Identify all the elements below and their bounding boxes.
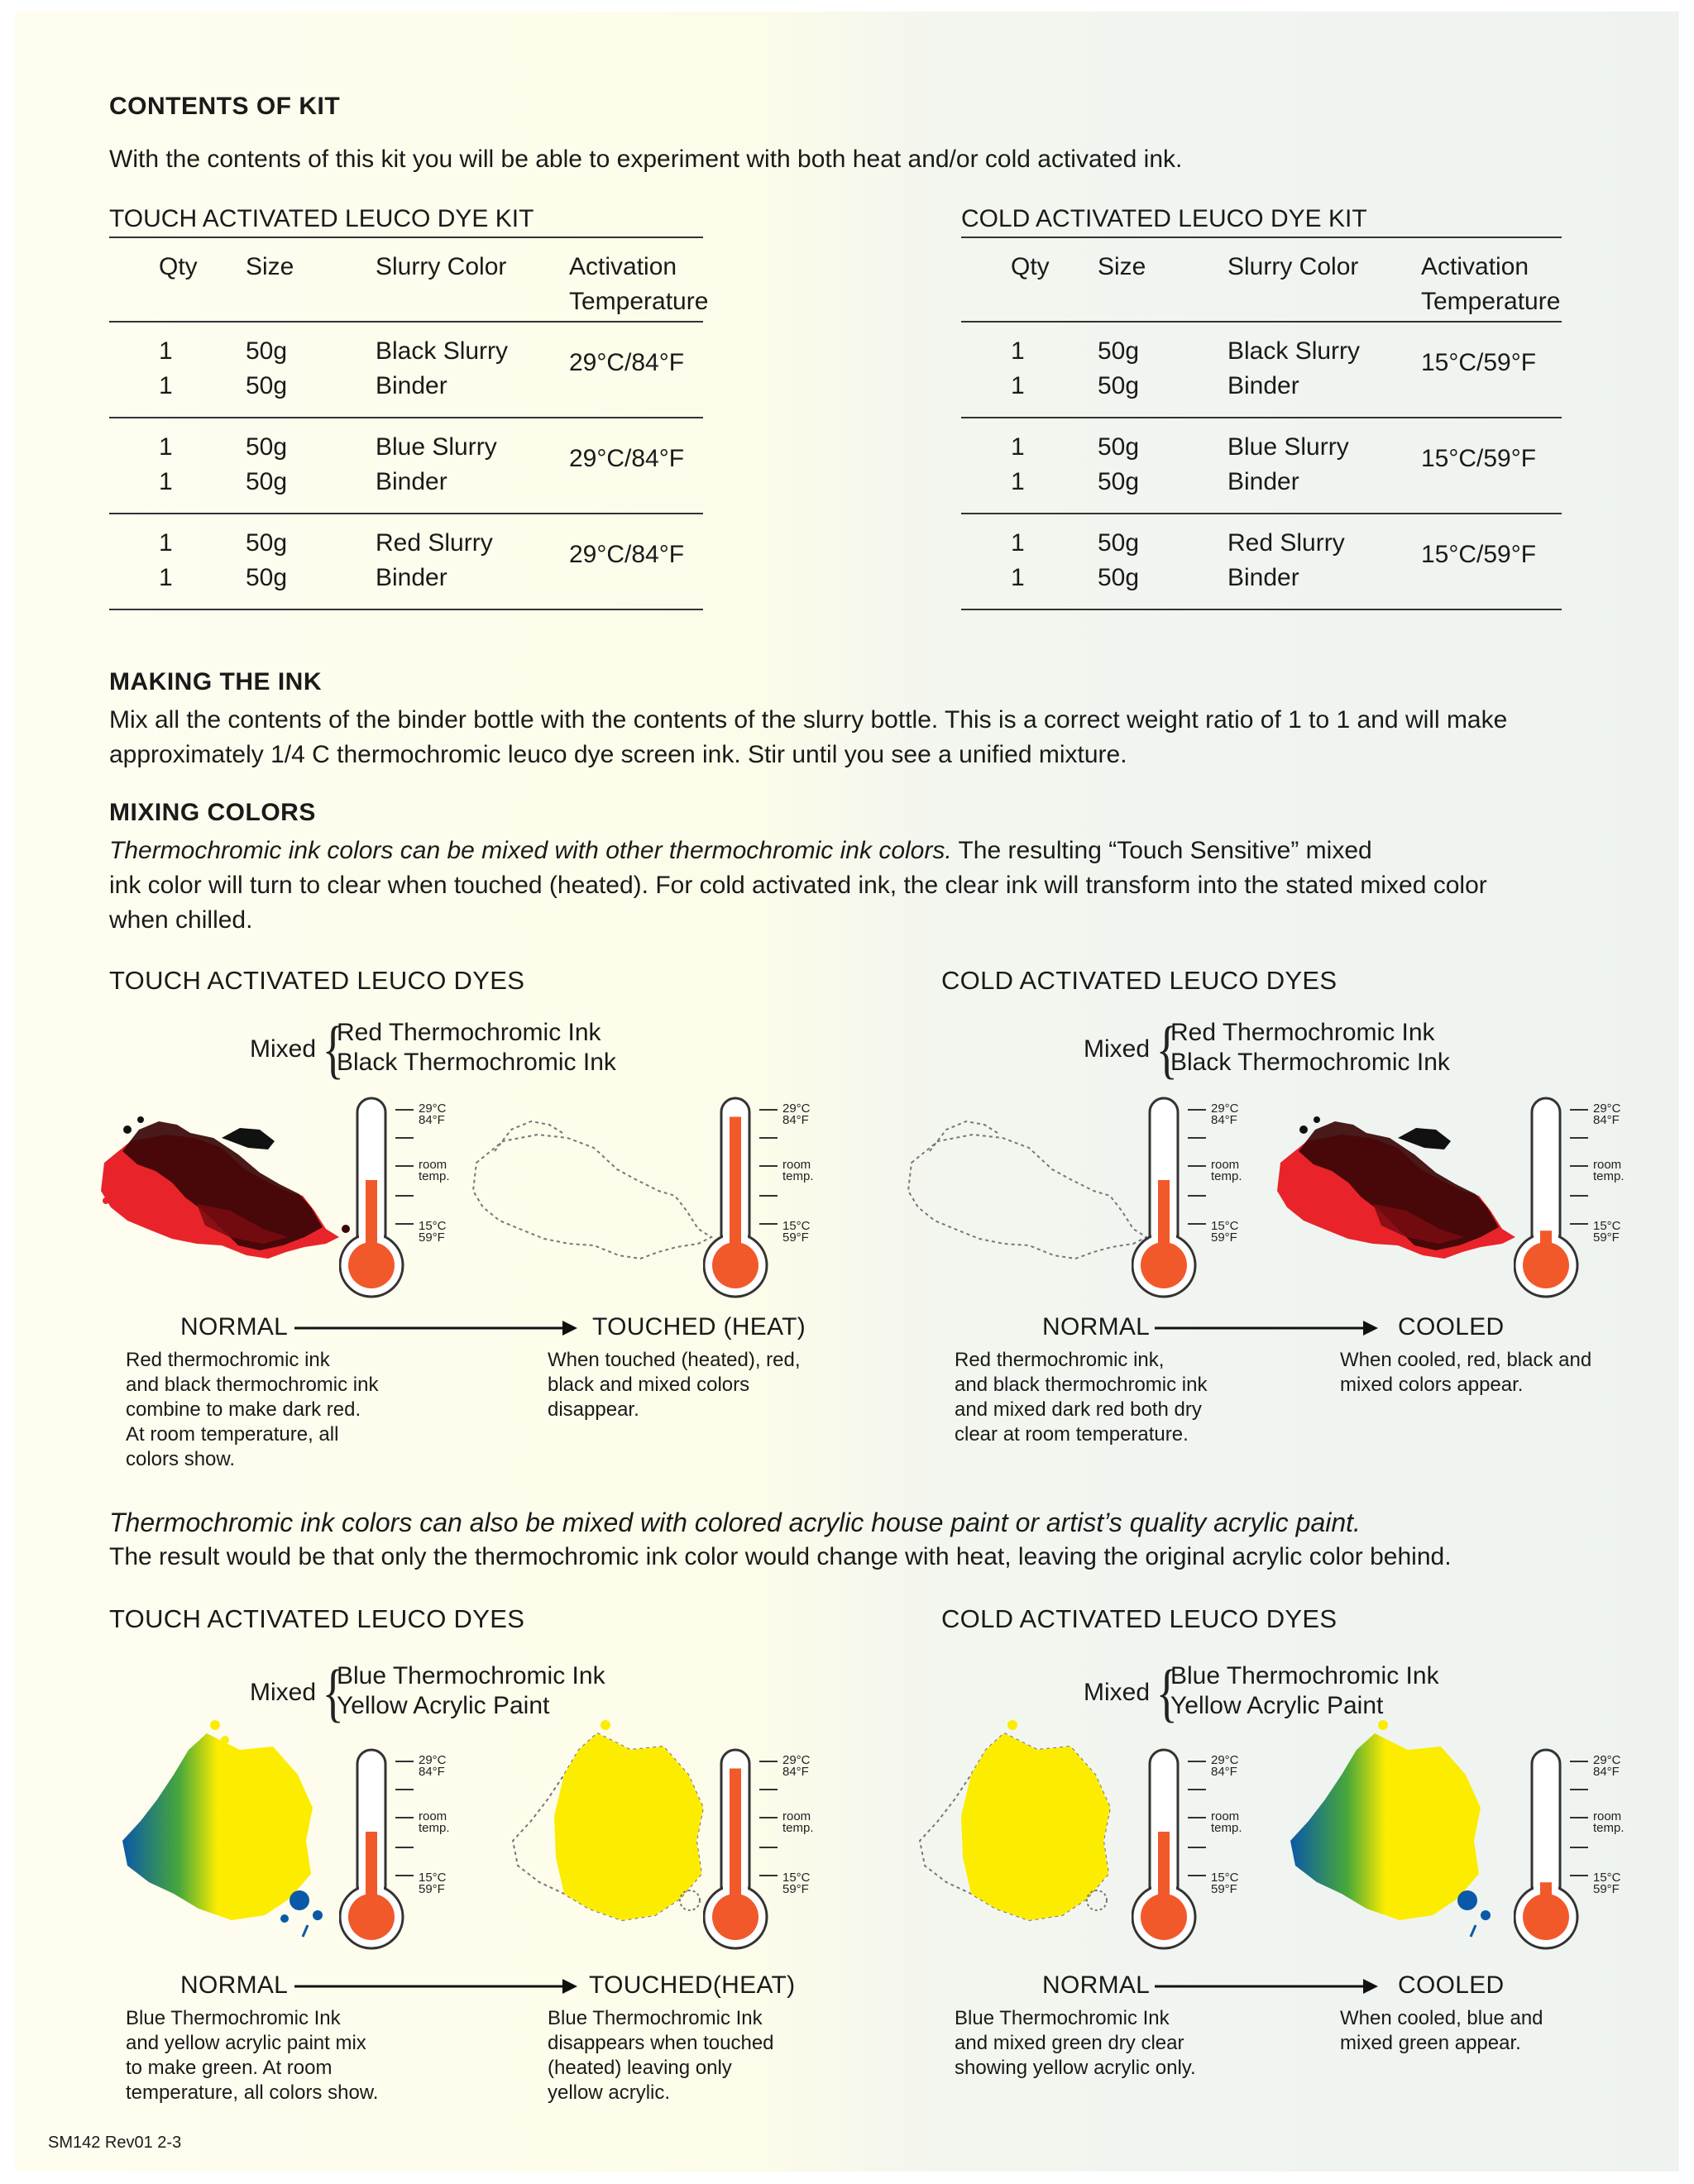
thermometer: [339, 1097, 471, 1307]
qty: 1: [1011, 372, 1025, 399]
desc-line: clear at room temperature.: [955, 1423, 1189, 1446]
state-cooled: COOLED: [1398, 1971, 1505, 1999]
state-cooled: COOLED: [1398, 1313, 1505, 1341]
thermometer: [703, 1748, 835, 1959]
kit-intro: With the contents of this kit you will be able to experiment with both heat and/or cold activated ink.: [109, 146, 1183, 173]
touch-kit-table: [109, 202, 709, 610]
slurry-color: Black Slurry: [376, 337, 509, 365]
col-qty: Qty: [159, 253, 198, 280]
mixed-item: Blue Thermochromic Ink: [337, 1662, 605, 1689]
col-activation: Activation: [569, 253, 677, 280]
mixing-heading: MIXING COLORS: [109, 799, 316, 826]
slurry-color: Binder: [376, 372, 447, 399]
mixing-rest: The resulting “Touch Sensitive” mixed: [951, 837, 1372, 864]
scale-label-room: room temp.: [1593, 1158, 1625, 1183]
desc-line: and mixed green dry clear: [955, 2032, 1184, 2054]
scale-label-room: room temp.: [1593, 1809, 1625, 1835]
size: 50g: [246, 529, 288, 557]
scale-label-top: 29°C 84°F: [1211, 1753, 1239, 1779]
s1-cold-title: COLD ACTIVATED LEUCO DYES: [941, 966, 1337, 995]
table-row: [109, 323, 703, 418]
blob-outline-heat: [470, 1105, 735, 1262]
col-temperature: Temperature: [1421, 288, 1561, 315]
thermometer-bulb: [1523, 1894, 1569, 1940]
acrylic-line-2: The result would be that only the thermochromic ink color would change with heat, leaving the original acrylic color behind.: [109, 1543, 1452, 1570]
mixed-label: Mixed: [1084, 1035, 1151, 1063]
thermometer-level: [730, 1117, 741, 1259]
qty: 1: [159, 372, 173, 399]
desc-s1-touch-normal: [126, 1348, 378, 1472]
slurry-color: Binder: [1227, 468, 1299, 495]
thermometer: [339, 1748, 471, 1959]
arrow-right-icon: [294, 1318, 577, 1338]
footer: SM142 Rev01 2-3: [48, 2134, 182, 2152]
thermometer-bulb: [712, 1894, 758, 1940]
scale-label-low: 15°C 59°F: [419, 1219, 447, 1245]
red-black-blob-normal: [98, 1105, 362, 1262]
blob-outline-normal: [905, 1105, 1170, 1262]
desc-line: disappear.: [548, 1398, 639, 1421]
scale-label-top: 29°C 84°F: [1593, 1102, 1621, 1127]
scale-label-room: room temp.: [782, 1158, 814, 1183]
mixed-item: Blue Thermochromic Ink: [1170, 1662, 1439, 1689]
desc-s2-cold-normal: [955, 2006, 1196, 2081]
slurry-color: Red Slurry: [376, 529, 493, 557]
mixed-item: Yellow Acrylic Paint: [1170, 1692, 1384, 1719]
size: 50g: [246, 433, 288, 461]
size: 50g: [1098, 529, 1140, 557]
size: 50g: [1098, 564, 1140, 591]
contents-heading: CONTENTS OF KIT: [109, 93, 341, 120]
activation-temp: 29°C/84°F: [569, 541, 685, 568]
scale-label-room: room temp.: [419, 1158, 450, 1183]
thermometer-icon: [1132, 1097, 1264, 1303]
thermometer-bulb: [348, 1894, 395, 1940]
blue-yellow-blob-normal: [116, 1717, 347, 1940]
col-activation: Activation: [1421, 253, 1529, 280]
desc-s1-cold-normal: [955, 1348, 1207, 1447]
table-header: [109, 237, 709, 323]
col-size: Size: [1098, 253, 1146, 280]
mixed-item: Black Thermochromic Ink: [1170, 1049, 1450, 1076]
size: 50g: [246, 337, 288, 365]
scale-label-low: 15°C 59°F: [1593, 1871, 1621, 1896]
activation-temp: 15°C/59°F: [1421, 349, 1537, 376]
col-temperature: Temperature: [569, 288, 709, 315]
desc-line: Red thermochromic ink,: [955, 1349, 1165, 1371]
desc-line: to make green. At room: [126, 2057, 333, 2079]
activation-temp: 29°C/84°F: [569, 445, 685, 472]
thermometer-level: [730, 1769, 741, 1911]
table-row: [109, 418, 703, 514]
mixed-item: Red Thermochromic Ink: [1170, 1019, 1435, 1046]
qty: 1: [159, 337, 173, 365]
mixed-label: Mixed: [250, 1679, 317, 1706]
brace-icon: {: [1156, 1013, 1178, 1085]
size: 50g: [1098, 372, 1140, 399]
arrow-right-icon: [1155, 1976, 1378, 1996]
thermometer-icon: [703, 1748, 835, 1955]
thermometer-bulb: [1141, 1894, 1187, 1940]
cold-kit-table: [961, 202, 1562, 610]
desc-s2-cold-cooled: [1340, 2006, 1543, 2056]
scale-label-top: 29°C 84°F: [1593, 1753, 1621, 1779]
brace-icon: {: [322, 1013, 344, 1085]
thermometer-bulb: [1141, 1242, 1187, 1288]
table-row: [109, 514, 703, 610]
mixing-italic: Thermochromic ink colors can be mixed with other thermochromic ink colors.: [109, 837, 952, 864]
desc-line: colors show.: [126, 1448, 236, 1470]
slurry-color: Binder: [376, 468, 447, 495]
desc-line: and mixed dark red both dry: [955, 1398, 1202, 1421]
desc-line: When touched (heated), red,: [548, 1349, 801, 1371]
scale-label-top: 29°C 84°F: [1211, 1102, 1239, 1127]
scale-label-top: 29°C 84°F: [419, 1753, 447, 1779]
desc-s1-touch-heat: [548, 1348, 801, 1422]
thermometer-bulb: [1523, 1242, 1569, 1288]
thermometer-icon: [1514, 1748, 1646, 1955]
state-normal: NORMAL: [1042, 1971, 1151, 1999]
qty: 1: [159, 468, 173, 495]
s2-touch-title: TOUCH ACTIVATED LEUCO DYES: [109, 1604, 525, 1633]
desc-line: Blue Thermochromic Ink: [548, 2007, 763, 2029]
desc-line: mixed colors appear.: [1340, 1374, 1524, 1396]
thermometer: [1514, 1748, 1646, 1959]
desc-line: and black thermochromic ink: [955, 1374, 1208, 1396]
slurry-color: Binder: [1227, 372, 1299, 399]
mixed-item: Yellow Acrylic Paint: [337, 1692, 550, 1719]
desc-line: (heated) leaving only: [548, 2057, 732, 2079]
blue-yellow-blob-cooled: [1284, 1717, 1515, 1940]
state-normal: NORMAL: [180, 1971, 289, 1999]
qty: 1: [159, 433, 173, 461]
desc-line: and black thermochromic ink: [126, 1374, 379, 1396]
col-qty: Qty: [1011, 253, 1050, 280]
desc-line: and yellow acrylic paint mix: [126, 2032, 366, 2054]
making-line-1: Mix all the contents of the binder bottle with the contents of the slurry bottle. This is a correct weight ratio of 1 to 1 and will make: [109, 706, 1508, 734]
col-color: Slurry Color: [376, 253, 507, 280]
thermometer-icon: [703, 1097, 835, 1303]
slurry-color: Binder: [376, 564, 447, 591]
desc-s2-touch-normal: [126, 2006, 378, 2105]
state-normal: NORMAL: [1042, 1313, 1151, 1341]
scale-label-room: room temp.: [782, 1809, 814, 1835]
arrow-right-icon: [1155, 1318, 1378, 1338]
desc-line: Blue Thermochromic Ink: [955, 2007, 1170, 2029]
size: 50g: [246, 564, 288, 591]
size: 50g: [246, 468, 288, 495]
mixing-line-3: when chilled.: [109, 906, 253, 934]
thermometer-icon: [339, 1097, 471, 1303]
touch-kit-title: TOUCH ACTIVATED LEUCO DYE KIT: [109, 205, 534, 232]
slurry-color: Red Slurry: [1227, 529, 1345, 557]
slurry-color: Black Slurry: [1227, 337, 1361, 365]
desc-s2-touch-heat: [548, 2006, 774, 2105]
qty: 1: [1011, 468, 1025, 495]
cold-kit-title: COLD ACTIVATED LEUCO DYE KIT: [961, 205, 1367, 232]
desc-line: Red thermochromic ink: [126, 1349, 330, 1371]
desc-line: yellow acrylic.: [548, 2081, 671, 2104]
desc-line: At room temperature, all: [126, 1423, 339, 1446]
thermometer-icon: [1132, 1748, 1264, 1955]
scale-label-low: 15°C 59°F: [782, 1219, 811, 1245]
thermometer: [1132, 1748, 1264, 1959]
thermometer-bulb: [712, 1242, 758, 1288]
table-row: [961, 418, 1562, 514]
activation-temp: 15°C/59°F: [1421, 541, 1537, 568]
state-touched: TOUCHED (HEAT): [592, 1313, 806, 1341]
brace-icon: {: [1156, 1656, 1178, 1728]
red-black-blob-cooled: [1274, 1105, 1538, 1262]
mixing-line-2: ink color will turn to clear when touched (heated). For cold activated ink, the clear ink will transform into the stated mixed color: [109, 872, 1487, 899]
desc-s1-cold-cooled: [1340, 1348, 1591, 1398]
scale-label-room: room temp.: [1211, 1158, 1242, 1183]
desc-line: When cooled, blue and: [1340, 2007, 1543, 2029]
scale-label-low: 15°C 59°F: [782, 1871, 811, 1896]
col-size: Size: [246, 253, 294, 280]
desc-line: mixed green appear.: [1340, 2032, 1521, 2054]
activation-temp: 15°C/59°F: [1421, 445, 1537, 472]
thermometer-icon: [339, 1748, 471, 1955]
table-row: [961, 323, 1562, 418]
thermometer: [1514, 1097, 1646, 1307]
state-touched: TOUCHED(HEAT): [589, 1971, 796, 1999]
desc-line: black and mixed colors: [548, 1374, 750, 1396]
size: 50g: [1098, 433, 1140, 461]
qty: 1: [159, 564, 173, 591]
thermometer: [1132, 1097, 1264, 1307]
mixed-label: Mixed: [1084, 1679, 1151, 1706]
scale-label-room: room temp.: [1211, 1809, 1242, 1835]
acrylic-italic: Thermochromic ink colors can also be mixed with colored acrylic house paint or artist’s quality acrylic paint.: [109, 1508, 1361, 1537]
desc-line: showing yellow acrylic only.: [955, 2057, 1196, 2079]
scale-label-low: 15°C 59°F: [419, 1871, 447, 1896]
qty: 1: [159, 529, 173, 557]
mixing-line-1: [109, 834, 1372, 868]
scale-label-low: 15°C 59°F: [1211, 1871, 1239, 1896]
thermometer-icon: [1514, 1097, 1646, 1303]
slurry-color: Blue Slurry: [1227, 433, 1349, 461]
desc-line: combine to make dark red.: [126, 1398, 361, 1421]
mixed-item: Red Thermochromic Ink: [337, 1019, 601, 1046]
slurry-color: Blue Slurry: [376, 433, 497, 461]
making-heading: MAKING THE INK: [109, 668, 322, 695]
table-row: [961, 514, 1562, 610]
scale-label-top: 29°C 84°F: [782, 1753, 811, 1779]
activation-temp: 29°C/84°F: [569, 349, 685, 376]
scale-label-top: 29°C 84°F: [782, 1102, 811, 1127]
thermometer-bulb: [348, 1242, 395, 1288]
brace-icon: {: [322, 1656, 344, 1728]
desc-line: Blue Thermochromic Ink: [126, 2007, 341, 2029]
s1-touch-title: TOUCH ACTIVATED LEUCO DYES: [109, 966, 525, 995]
scale-label-low: 15°C 59°F: [1593, 1219, 1621, 1245]
scale-label-top: 29°C 84°F: [419, 1102, 447, 1127]
acrylic-line-1: [109, 1505, 1361, 1540]
making-line-2: approximately 1/4 C thermochromic leuco dye screen ink. Stir until you see a unified mixture.: [109, 741, 1127, 768]
table-header: [961, 237, 1562, 323]
qty: 1: [1011, 433, 1025, 461]
yellow-blob-normal: [913, 1717, 1145, 1940]
slurry-color: Binder: [1227, 564, 1299, 591]
state-normal: NORMAL: [180, 1313, 289, 1341]
thermometer: [703, 1097, 835, 1307]
scale-label-room: room temp.: [419, 1809, 450, 1835]
desc-line: When cooled, red, black and: [1340, 1349, 1592, 1371]
desc-line: disappears when touched: [548, 2032, 774, 2054]
s2-cold-title: COLD ACTIVATED LEUCO DYES: [941, 1604, 1337, 1633]
mixed-label: Mixed: [250, 1035, 317, 1063]
qty: 1: [1011, 529, 1025, 557]
desc-line: temperature, all colors show.: [126, 2081, 379, 2104]
size: 50g: [1098, 468, 1140, 495]
size: 50g: [246, 372, 288, 399]
mixed-item: Black Thermochromic Ink: [337, 1049, 616, 1076]
scale-label-low: 15°C 59°F: [1211, 1219, 1239, 1245]
col-color: Slurry Color: [1227, 253, 1359, 280]
arrow-right-icon: [294, 1976, 577, 1996]
qty: 1: [1011, 337, 1025, 365]
qty: 1: [1011, 564, 1025, 591]
size: 50g: [1098, 337, 1140, 365]
